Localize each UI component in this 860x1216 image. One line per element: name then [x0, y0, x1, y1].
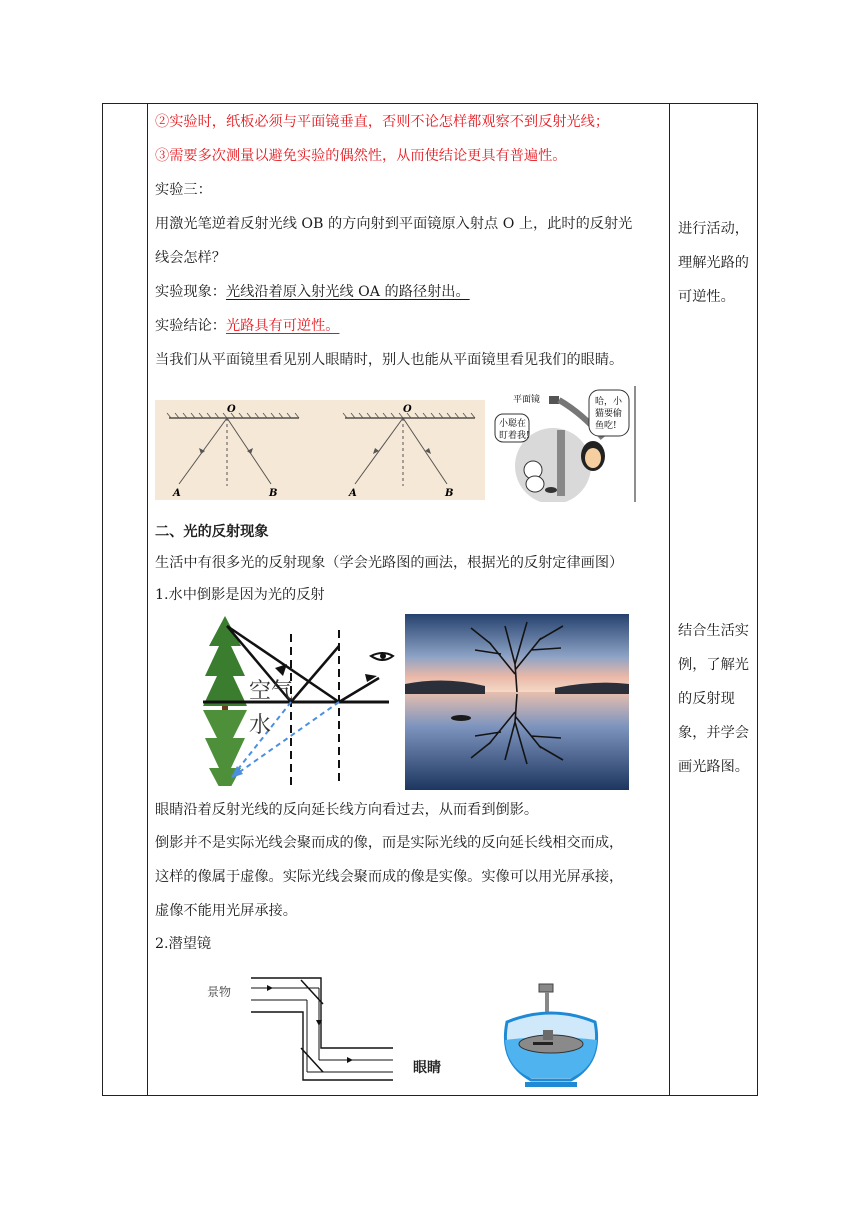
svg-text:O: O [403, 404, 412, 415]
svg-text:O: O [227, 404, 236, 415]
svg-text:鱼吃!: 鱼吃! [595, 421, 617, 431]
virtual-image-text-line1: 倒影并不是实际光线会聚而成的像，而是实际光线的反向延长线相交而成， [155, 835, 624, 851]
section2-intro: 生活中有很多光的反射现象（学会光路图的画法，根据光的反射定律画图） [155, 555, 624, 571]
svg-text:平面镜: 平面镜 [513, 395, 541, 405]
note-repeat-measurement: ③需要多次测量以避免实验的偶然性，从而使结论更具有普遍性。 [155, 148, 567, 164]
item2-periscope: 2.潜望镜 [155, 936, 212, 952]
svg-text:眼睛: 眼睛 [413, 1060, 441, 1076]
svg-text:盯着我!: 盯着我! [499, 431, 530, 441]
water-reflection-diagram [203, 616, 407, 786]
side-note-reversibility: 进行活动， 理解光路的 可逆性。 [678, 221, 749, 305]
phenomenon-answer: 光线沿着原入射光线 OA 的路径射出。 [225, 284, 470, 300]
phenomenon-label: 实验现象： [155, 284, 226, 300]
side-note-reflection: 结合生活实 例，了解光 的反射现 象，并学会 画光路图。 [678, 623, 749, 775]
tree-reflection-photo [405, 614, 629, 790]
periscope-diagram [203, 972, 453, 1084]
mirror-eyes-text: 当我们从平面镜里看见别人眼睛时，别人也能从平面镜里看见我们的眼睛。 [155, 352, 624, 368]
lesson-table [102, 103, 758, 1096]
experiment3-title: 实验三： [155, 182, 212, 198]
conclusion-answer: 光路具有可逆性。 [225, 318, 340, 334]
virtual-image-text-line3: 虚像不能用光屏承接。 [155, 903, 297, 919]
svg-text:A: A [349, 488, 357, 499]
svg-text:景物: 景物 [207, 985, 232, 999]
section2-heading: 二、光的反射现象 [155, 524, 269, 540]
svg-text:空气: 空气 [249, 679, 294, 704]
item1-water-reflection: 1.水中倒影是因为光的反射 [155, 587, 325, 603]
svg-text:B: B [269, 488, 278, 499]
svg-text:猫要偷: 猫要偷 [595, 409, 623, 419]
reflection-diagrams [155, 400, 485, 500]
column-divider-right [669, 104, 670, 1095]
eyes-trace-text: 眼睛沿着反射光线的反向延长线方向看过去，从而看到倒影。 [155, 802, 539, 818]
column-divider-left [147, 104, 148, 1095]
submarine-periscope-illustration [499, 982, 603, 1088]
note-paper-perpendicular: ②实验时，纸板必须与平面镜垂直，否则不论怎样都观察不到反射光线； [155, 114, 610, 130]
svg-text:小聪在: 小聪在 [499, 419, 527, 429]
mirror-cartoon [493, 386, 639, 502]
experiment3-text-line2: 线会怎样？ [155, 250, 226, 266]
conclusion-line [155, 316, 339, 336]
phenomenon-line [155, 282, 470, 302]
svg-text:水: 水 [249, 713, 272, 738]
svg-text:哈，小: 哈，小 [595, 397, 623, 407]
experiment3-text-line1: 用激光笔逆着反射光线 OB 的方向射到平面镜原入射点 O 上，此时的反射光 [155, 216, 633, 232]
svg-text:A: A [173, 488, 181, 499]
virtual-image-text-line2: 这样的像属于虚像。实际光线会聚而成的像是实像。实像可以用光屏承接， [155, 869, 624, 885]
svg-text:B: B [445, 488, 454, 499]
conclusion-label: 实验结论： [155, 318, 226, 334]
